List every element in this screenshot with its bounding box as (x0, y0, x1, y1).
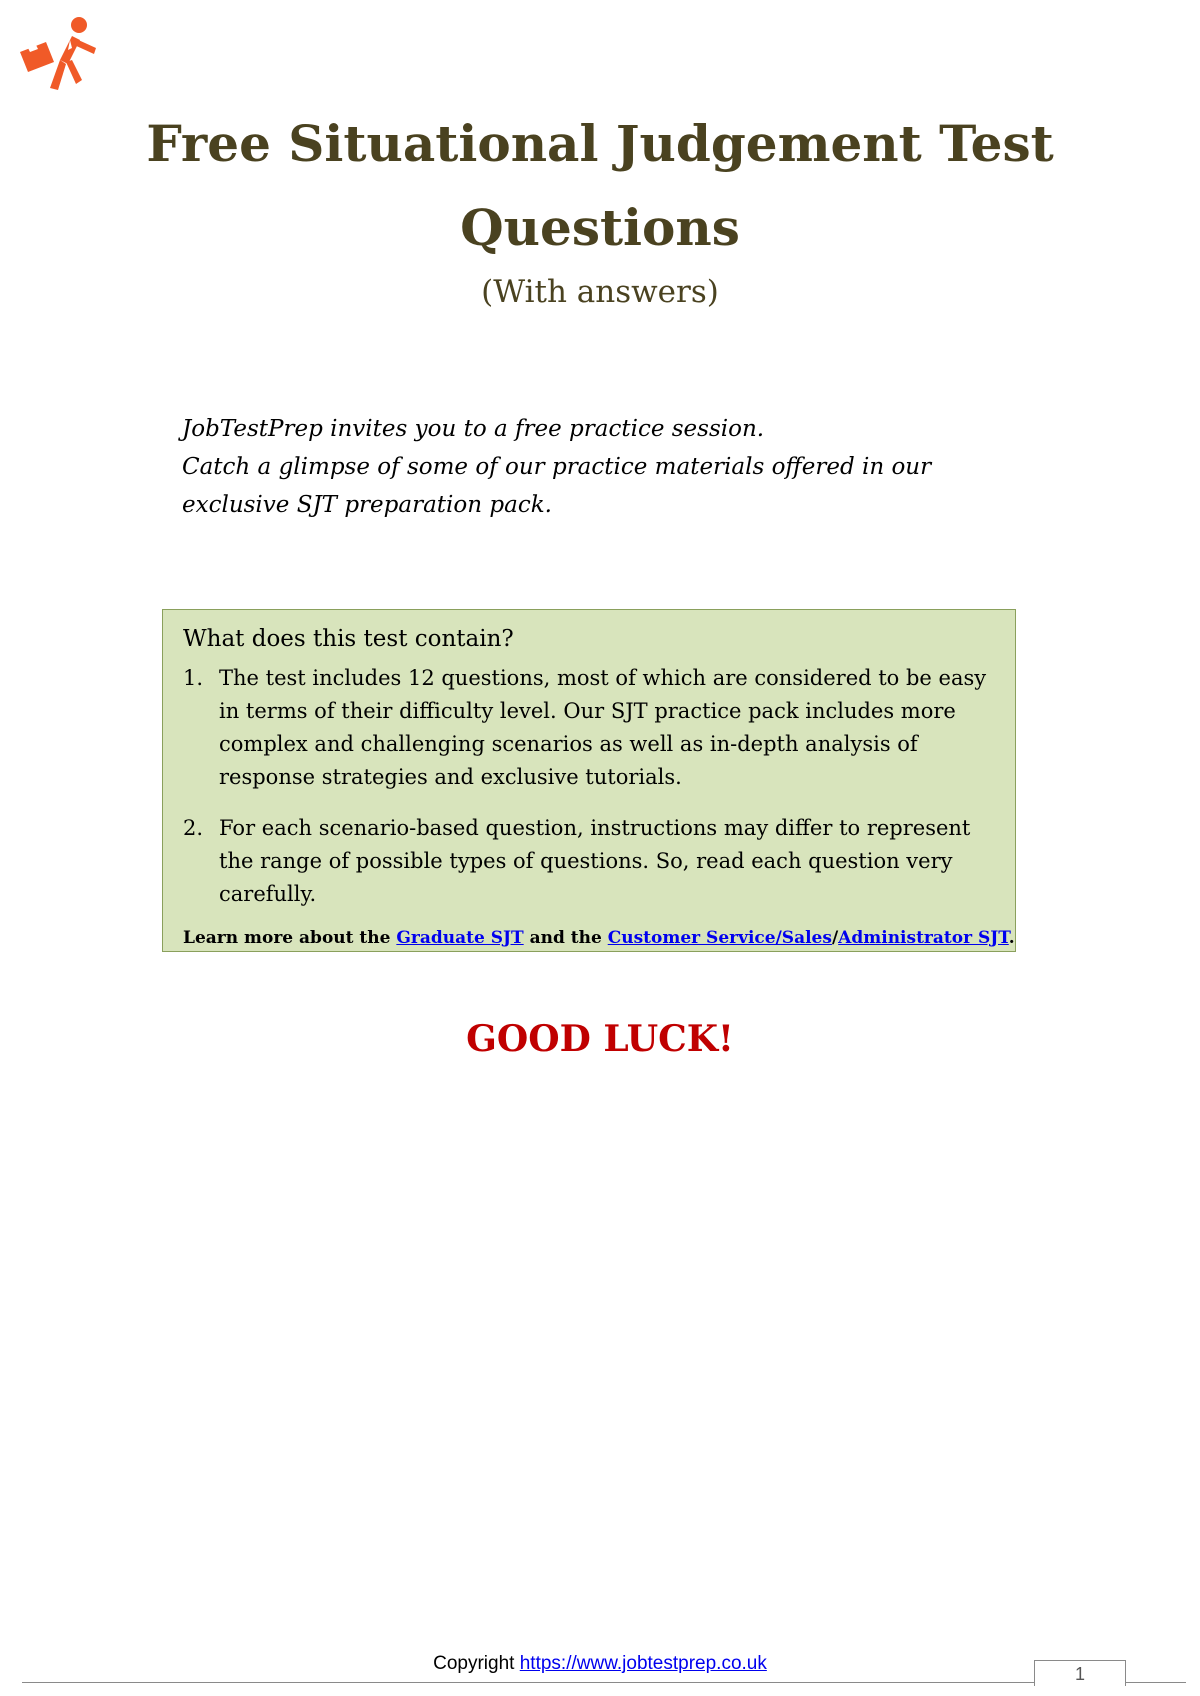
list-item-text: The test includes 12 questions, most of which are considered to be easy in terms of their difficulty level. Our SJT practice pack includes more complex and challenging scenarios as well as in-depth analysis of response strategies and exclusive tutorials. (219, 666, 987, 789)
administrator-sjt-link[interactable]: Administrator SJT (838, 928, 1009, 948)
list-item-text: For each scenario-based question, instructions may differ to represent the range of possible types of questions. So, read each question very carefully. (219, 816, 971, 906)
list-item-number: 1. (183, 666, 204, 690)
copyright-label: Copyright (433, 1653, 520, 1674)
customer-service-sales-link[interactable]: Customer Service/Sales (607, 928, 832, 948)
list-item (183, 812, 997, 911)
document-title: Free Situational Judgement Test Questions (146, 114, 1054, 257)
page-number: 1 (1034, 1660, 1126, 1686)
running-businessman-logo-icon (10, 8, 100, 98)
document-subtitle: (With answers) (481, 274, 719, 310)
graduate-sjt-link[interactable]: Graduate SJT (396, 928, 524, 948)
learn-more-middle: and the (523, 928, 608, 948)
list-item (183, 662, 997, 794)
website-link[interactable]: https://www.jobtestprep.co.uk (519, 1653, 767, 1674)
list-item-number: 2. (183, 816, 204, 840)
box-list (183, 662, 997, 911)
footer-divider (22, 1682, 1186, 1683)
copyright-footer (0, 1652, 1200, 1676)
link-separator: / (831, 928, 839, 948)
good-luck-text: GOOD LUCK! (466, 1018, 734, 1060)
learn-more-line (183, 925, 1015, 951)
intro-line: JobTestPrep invites you to a free practice session. (182, 416, 765, 442)
box-heading: What does this test contain? (183, 626, 514, 652)
test-contents-box (162, 609, 1016, 952)
intro-line: Catch a glimpse of some of our practice materials offered in our (182, 454, 932, 480)
intro-paragraph (182, 410, 982, 524)
learn-more-suffix: . (1008, 928, 1015, 948)
learn-more-prefix: Learn more about the (183, 928, 397, 948)
intro-line: exclusive SJT preparation pack. (182, 492, 552, 518)
